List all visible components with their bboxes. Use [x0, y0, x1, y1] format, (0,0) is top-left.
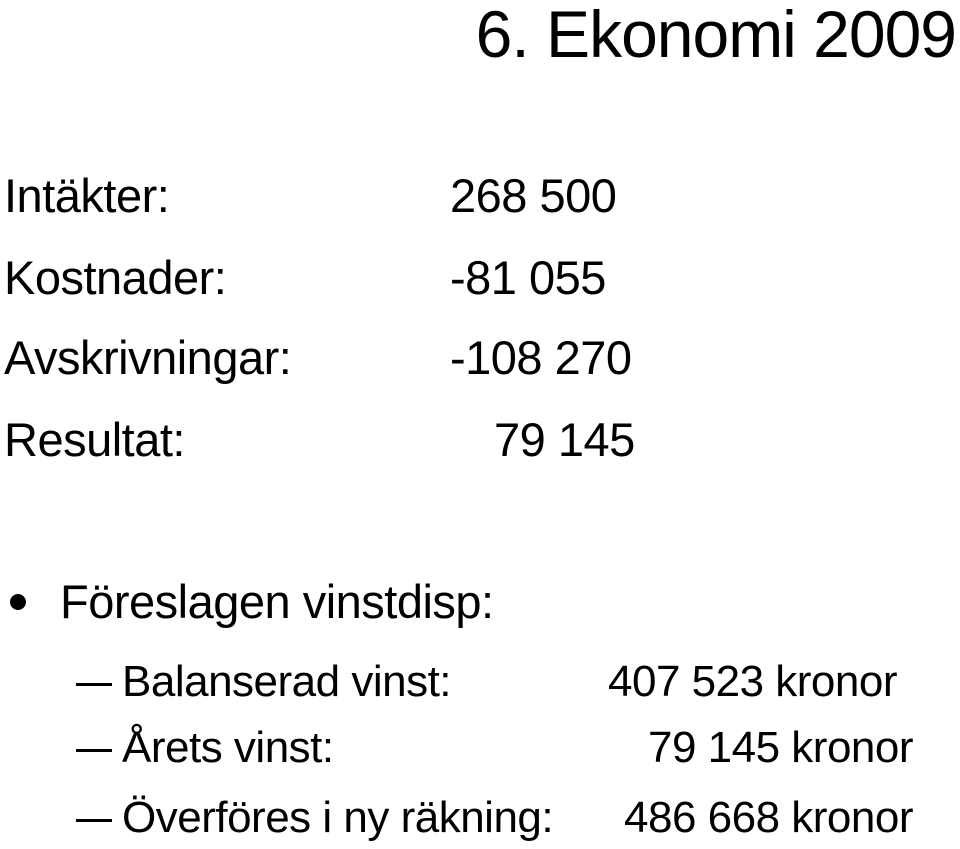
summary-value: -108 270: [450, 331, 632, 384]
summary-label: Resultat:: [4, 413, 185, 466]
proposal-item-label: Årets vinst:: [122, 723, 334, 772]
bullet-icon: [10, 594, 26, 610]
proposal-item-label: Balanserad vinst:: [122, 657, 452, 706]
summary-value: -81 055: [450, 251, 606, 304]
summary-value: 268 500: [450, 169, 617, 222]
summary-row-result: [4, 412, 635, 468]
summary-value: 79 145: [494, 413, 635, 466]
summary-row-depreciation: [4, 330, 632, 386]
summary-label: Intäkter:: [4, 169, 170, 222]
dash-icon: [76, 683, 112, 686]
summary-row-costs: [4, 250, 606, 306]
proposal-item-amount: 79 145 kronor: [648, 723, 914, 772]
slide-title: 6. Ekonomi 2009: [475, 0, 956, 71]
summary-label: Avskrivningar:: [4, 331, 292, 384]
proposal-item-amount: 486 668 kronor: [624, 793, 913, 842]
proposal-heading: Föreslagen vinstdisp:: [60, 575, 494, 628]
proposal-item-amount: 407 523 kronor: [608, 657, 897, 706]
summary-label: Kostnader:: [4, 251, 227, 304]
summary-row-income: [4, 168, 617, 224]
dash-icon: [76, 749, 112, 752]
proposal-item-label: Överföres i ny räkning:: [122, 793, 554, 842]
dash-icon: [76, 819, 112, 822]
